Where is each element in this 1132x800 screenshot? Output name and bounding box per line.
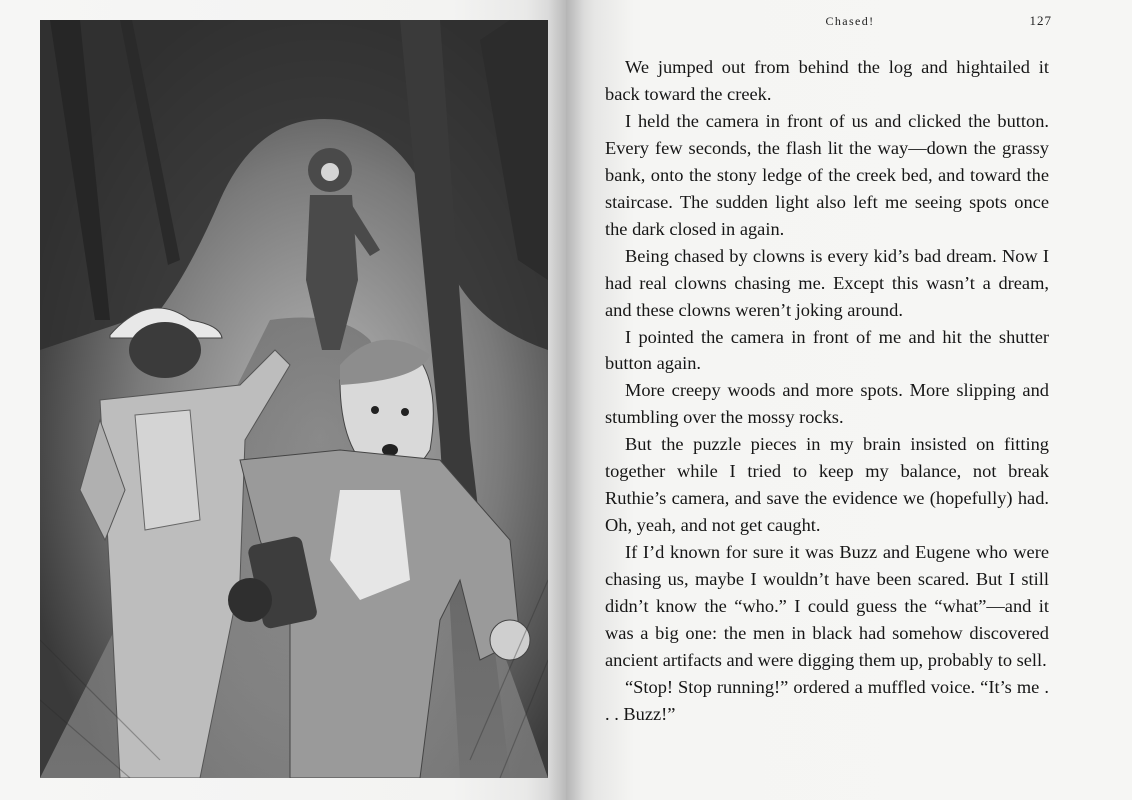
paragraph: More creepy woods and more spots. More slipping and stumbling over the mossy rocks. <box>605 380 1049 428</box>
paragraph: I pointed the camera in front of me and hit the shutter button again. <box>605 326 1049 374</box>
running-head: Chased! <box>825 14 875 28</box>
paragraph: But the puzzle pieces in my brain insisted on fitting together while I tried to keep my balance, not break Ruthie’s camera, and save the evidence we (hopefully) had. Oh, yeah, and not get caught. <box>605 434 1049 536</box>
paragraph: Being chased by clowns is every kid’s bad dream. Now I had real clowns chasing me. Except this wasn’t a dream, and these clowns weren’t joking around. <box>605 245 1049 320</box>
paragraph: We jumped out from behind the log and hightailed it back toward the creek. <box>605 57 1049 104</box>
paragraph: “Stop! Stop running!” ordered a muffled voice. “It’s me . . . Buzz!” <box>605 676 1049 724</box>
chapter-illustration <box>40 20 548 778</box>
paragraph: I held the camera in front of us and clicked the button. Every few seconds, the flash lit the way—down the grassy bank, onto the stony ledge of the creek bed, and toward the staircase. The sudden light also left me seeing spots once the dark closed in again. <box>605 110 1049 239</box>
page-number: 127 <box>1029 13 1052 28</box>
book-spine-shadow <box>548 0 584 800</box>
body-text <box>605 54 1049 728</box>
paragraph: If I’d known for sure it was Buzz and Eugene who were chasing us, maybe I wouldn’t have been scared. But I still didn’t know the “who.” I could guess the “what”—and it was a big one: the men in black had somehow discovered ancient artifacts and were digging them up, probably to sell. <box>605 542 1049 670</box>
